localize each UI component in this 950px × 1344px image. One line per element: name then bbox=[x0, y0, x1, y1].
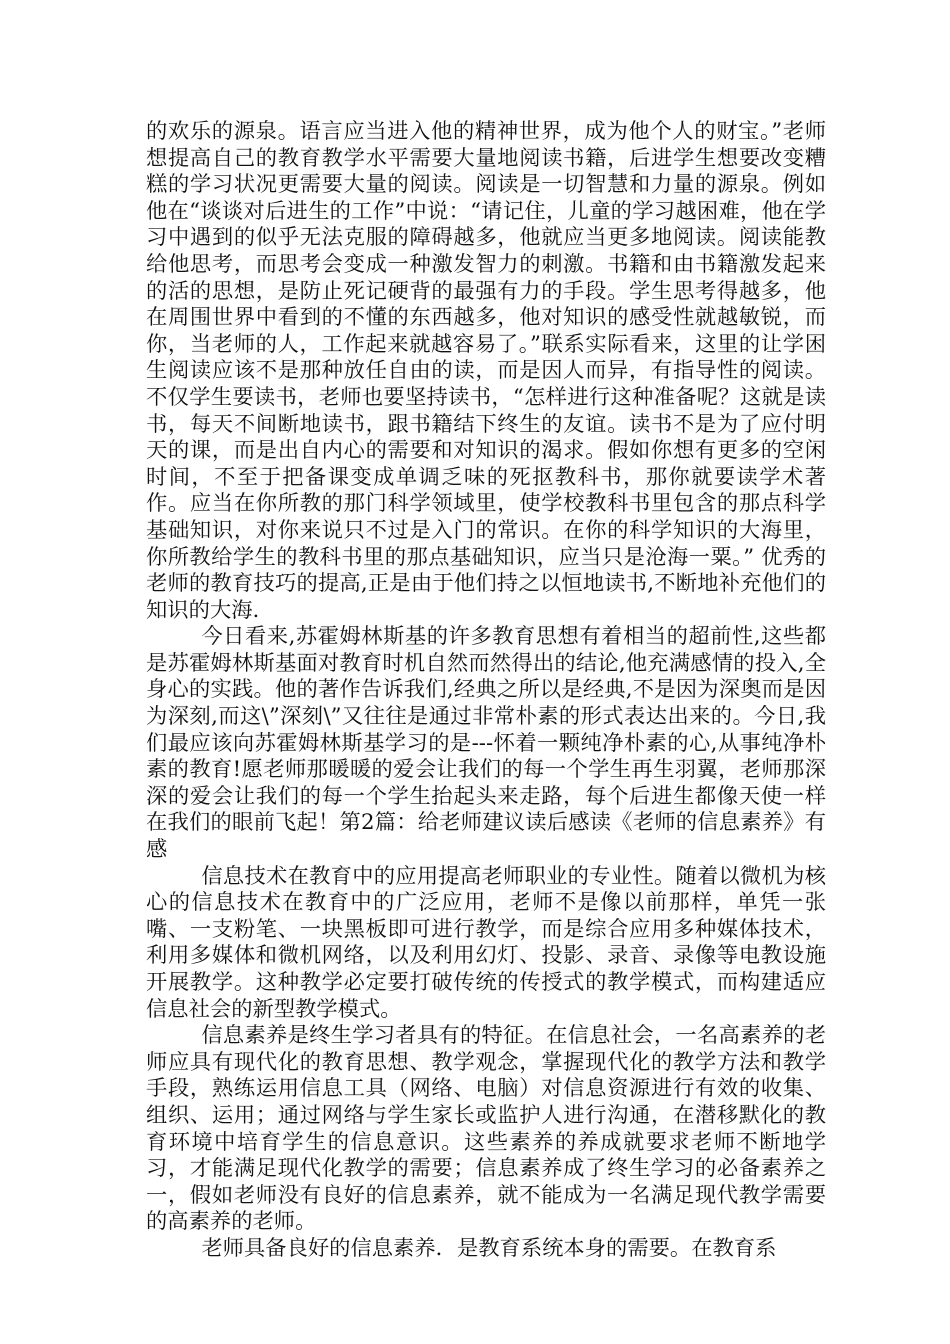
paragraph-3: 信息技术在教育中的应用提高老师职业的专业性。随着以微机为核心的信息技术在教育中的广泛应用，老师不是像以前那样，单凭一张嘴、一支粉笔、一块黑板即可进行教学，而是综合应用多种媒体技术，利用多媒体和微机网络，以及利用幻灯、投影、录音、录像等电教设施开展教学。这种教学必定要打破传统的传授式的教学模式，而构建适应信息社会的新型教学模式。 bbox=[146, 863, 826, 1022]
paragraph-1: 的欢乐的源泉。语言应当进入他的精神世界，成为他个人的财宝。”老师想提高自己的教育教学水平需要大量地阅读书籍，后进学生想要改变糟糕的学习状况更需要大量的阅读。阅读是一切智慧和力量的源泉。例如他在“谈谈对后进生的工作”中说：“请记住，儿童的学习越困难，他在学习中遇到的似乎无法克服的障碍越多，他就应当更多地阅读。阅读能教给他思考，而思考会变成一种激发智力的刺激。书籍和由书籍激发起来的活的思想，是防止死记硬背的最强有力的手段。学生思考得越多，他在周围世界中看到的不懂的东西越多，他对知识的感受性就越敏锐，而你，当老师的人，工作起来就越容易了。”联系实际看来，这里的让学困生阅读应该不是那种放任自由的读，而是因人而异，有指导性的阅读。不仅学生要读书，老师也要坚持读书，“怎样进行这种准备呢？这就是读书，每天不间断地读书，跟书籍结下终生的友谊。读书不是为了应付明天的课，而是出自内心的需要和对知识的渴求。假如你想有更多的空闲时间，不至于把备课变成单调乏味的死抠教科书，那你就要读学术著作。应当在你所教的那门科学领域里，使学校教科书里包含的那点科学基础知识，对你来说只不过是入门的常识。在你的科学知识的大海里，你所教给学生的教科书里的那点基础知识，应当只是沧海一粟。” 优秀的老师的教育技巧的提高,正是由于他们持之以恒地读书,不断地补充他们的知识的大海. bbox=[146, 119, 826, 623]
paragraph-4: 信息素养是终生学习者具有的特征。在信息社会，一名高素养的老师应具有现代化的教育思想、教学观念，掌握现代化的教学方法和教学手段，熟练运用信息工具（网络、电脑）对信息资源进行有效的收集、组织、运用；通过网络与学生家长或监护人进行沟通，在潜移默化的教育环境中培育学生的信息意识。这些素养的养成就要求老师不断地学习，才能满足现代化教学的需要；信息素养成了终生学习的必备素养之一，假如老师没有良好的信息素养，就不能成为一名满足现代教学需要的高素养的老师。 bbox=[146, 1023, 826, 1235]
document-body bbox=[146, 119, 826, 1263]
paragraph-2: 今日看来,苏霍姆林斯基的许多教育思想有着相当的超前性,这些都是苏霍姆林斯基面对教育时机自然而然得出的结论,他充满感情的投入,全身心的实践。他的著作告诉我们,经典之所以是经典,不是因为深奥而是因为深刻,而这\”深刻\”又往往是通过非常朴素的形式表达出来的。今日,我们最应该向苏霍姆林斯基学习的是---怀着一颗纯净朴素的心,从事纯净朴素的教育!愿老师那暖暖的爱会让我们的每一个学生再生羽翼，老师那深深的爱会让我们的每一个学生抬起头来走路，每个后进生都像天使一样在我们的眼前飞起！第2篇：给老师建议读后感读《老师的信息素养》有感 bbox=[146, 624, 826, 863]
paragraph-5: 老师具备良好的信息素养．是教育系统本身的需要。在教育系 bbox=[201, 1235, 777, 1261]
